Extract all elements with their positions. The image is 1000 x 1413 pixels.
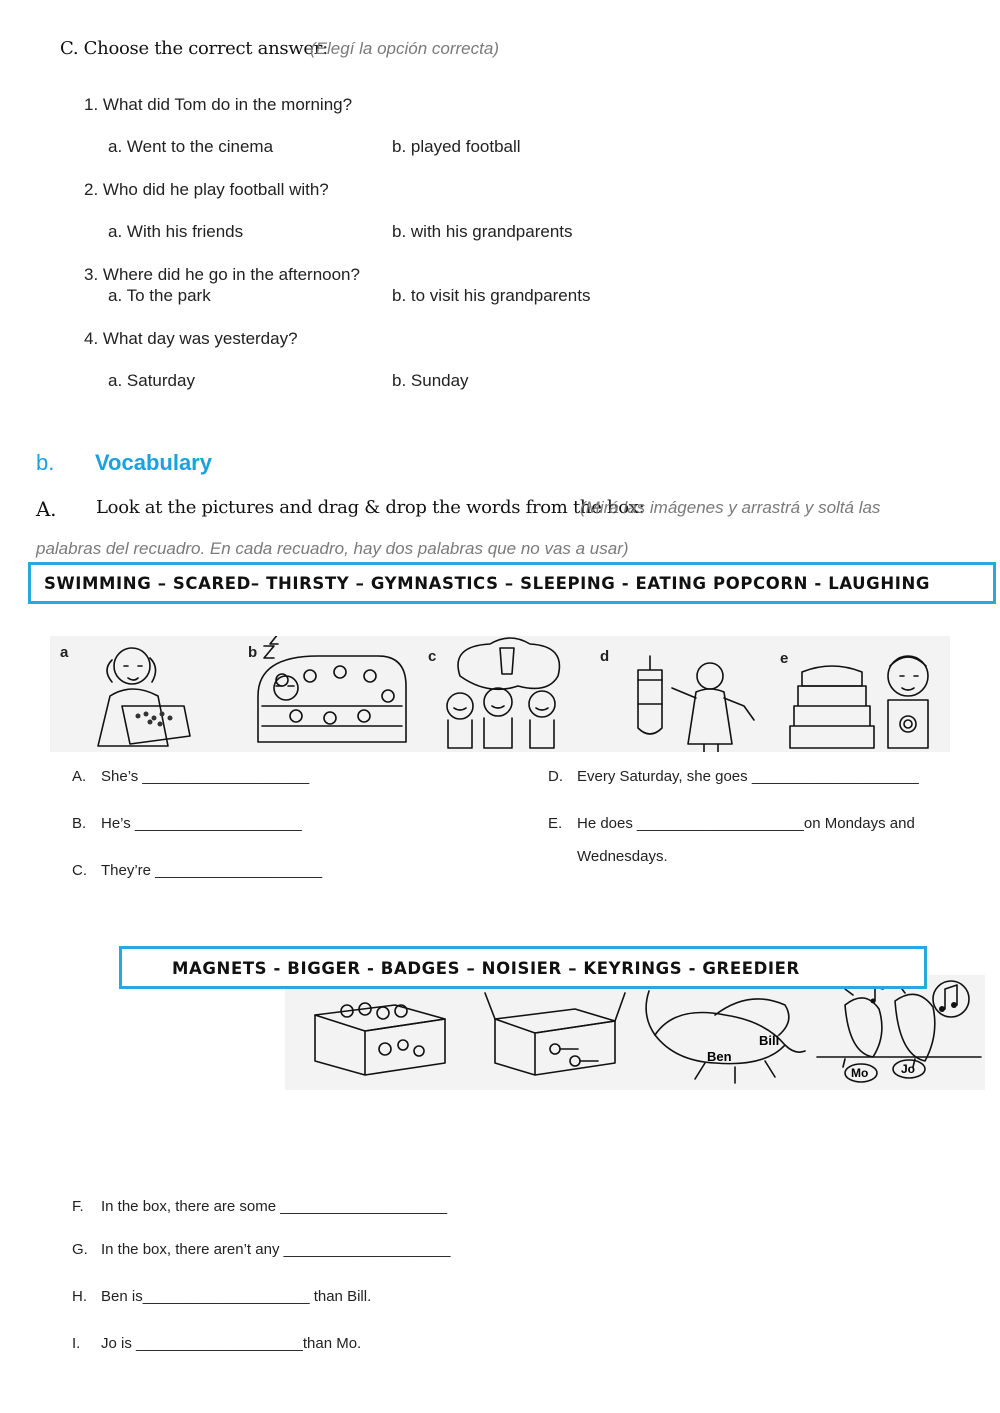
sentence-h-label: H. [72,1288,87,1305]
picture-letter-a: a [60,644,69,661]
section-c-heading: C. Choose the correct answer: [60,38,328,59]
picture-lizards [646,991,805,1083]
picture-strip-2-drawing [285,975,985,1090]
picture-d-girl-boxing [638,656,754,752]
word-box-2 [119,946,927,989]
section-c-hint: (Elegí la opción correcta) [310,39,499,58]
sentence-b[interactable]: He’s ____________________ [101,815,302,832]
word-box-1-text[interactable]: SWIMMING – SCARED– THIRSTY – GYMNASTICS – SLEEPING - EATING POPCORN - LAUGHING [44,574,931,593]
sentence-i[interactable]: Jo is ____________________than Mo. [101,1335,362,1352]
option-3a[interactable]: a. To the park [108,286,211,305]
sentence-e[interactable]: He does ____________________on Mondays and [577,815,915,832]
picture-box-keyrings [485,993,625,1075]
part-a-hint-line2: palabras del recuadro. En cada recuadro, hay dos palabras que no vas a usar) [36,539,629,558]
lizard-label-ben: Ben [707,1049,732,1064]
picture-strip-1 [50,636,950,752]
sentence-c-label: C. [72,862,87,879]
vocab-section-letter: b. [36,450,55,475]
part-a-instruction: Look at the pictures and drag & drop the words from the box: [96,497,645,518]
picture-letter-c: c [428,648,437,665]
word-box-2-text[interactable]: MAGNETS - BIGGER - BADGES – NOISIER – KEYRINGS - GREEDIER [172,959,800,978]
sentence-e-label: E. [548,815,563,832]
sentence-a-label: A. [72,768,87,785]
option-4b[interactable]: b. Sunday [392,371,469,390]
question-3: 3. Where did he go in the afternoon? [84,265,360,284]
sentence-e-continued: Wednesdays. [577,848,668,865]
option-1a[interactable]: a. Went to the cinema [108,137,274,156]
sentence-d[interactable]: Every Saturday, she goes ____________________ [577,768,919,785]
option-3b[interactable]: b. to visit his grandparents [392,286,591,305]
sentence-b-label: B. [72,815,87,832]
option-1b[interactable]: b. played football [392,137,521,156]
sentence-g[interactable]: In the box, there aren’t any ____________________ [101,1241,451,1258]
part-a-label: A. [36,497,57,521]
picture-birds [817,981,981,1082]
question-1: 1. What did Tom do in the morning? [84,95,353,114]
picture-letter-e: e [780,650,789,667]
question-4: 4. What day was yesterday? [84,329,298,348]
picture-letter-d: d [600,648,610,665]
picture-a-woman-popcorn [98,648,190,746]
picture-b-boy-sleeping [258,636,406,742]
question-2: 2. Who did he play football with? [84,180,329,199]
part-a-hint-line1: (Mirá las imágenes y arrastrá y soltá las [580,498,881,517]
sentence-f-label: F. [72,1198,84,1215]
option-2a[interactable]: a. With his friends [108,222,244,241]
bird-label-mo: Mo [851,1066,869,1080]
picture-c-thirsty-kids [447,638,559,748]
sentence-i-label: I. [72,1335,81,1352]
bird-label-jo: Jo [901,1062,916,1076]
sentence-f[interactable]: In the box, there are some ____________________ [101,1198,448,1215]
sentence-g-label: G. [72,1241,88,1258]
picture-letter-b: b [248,644,258,661]
vocab-section-title: Vocabulary [95,450,212,475]
lizard-label-bill: Bill [759,1033,780,1048]
picture-box-badges [315,1003,445,1075]
sentence-h[interactable]: Ben is____________________ than Bill. [101,1288,372,1305]
picture-strip-2 [285,975,985,1090]
word-box-1 [28,562,996,604]
sentence-c[interactable]: They’re ____________________ [101,862,323,879]
sentence-a[interactable]: She’s ____________________ [101,768,310,785]
option-4a[interactable]: a. Saturday [108,371,195,390]
option-2b[interactable]: b. with his grandparents [392,222,573,241]
sentence-d-label: D. [548,768,563,785]
picture-e-gymnastics-boy [790,656,928,748]
picture-strip-1-drawing [50,636,950,752]
